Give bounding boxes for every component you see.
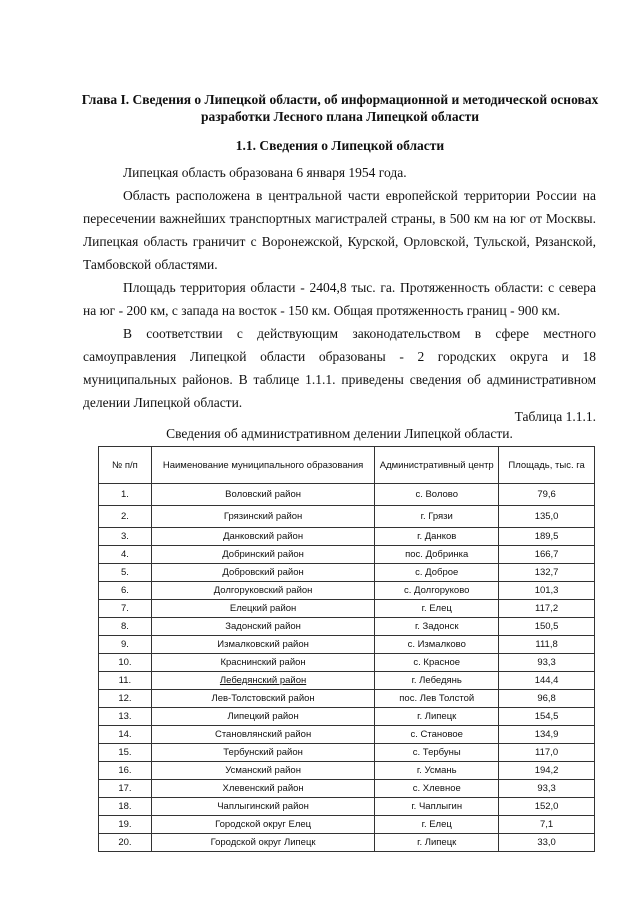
area-value: 135,0 [499, 506, 595, 528]
table-row [99, 762, 595, 780]
table-row [99, 798, 595, 816]
row-number: 20. [99, 834, 152, 852]
row-number: 15. [99, 744, 152, 762]
admin-center: с. Хлевное [375, 780, 499, 798]
admin-center: с. Измалково [375, 636, 499, 654]
table-row [99, 834, 595, 852]
admin-center: пос. Добринка [375, 546, 499, 564]
admin-center: с. Долгоруково [375, 582, 499, 600]
table-row [99, 654, 595, 672]
table-row [99, 484, 595, 506]
admin-center: г. Чаплыгин [375, 798, 499, 816]
municipality-name: Хлевенский район [151, 780, 374, 798]
paragraph: В соответствии с действующим законодательством в сфере местного самоуправления Липецкой области образованы - 2 городских округа и 18 муниципальных районов. В таблице 1.1.1. приведены сведения об административном делении Липецкой области. [83, 326, 596, 410]
paragraph: Область расположена в центральной части европейской территории России на пересечении важнейших транспортных магистралей страны, в 500 км на юг от Москвы. Липецкая область граничит с Воронежской, Курской, Орловской, Тульской, Рязанской, Тамбовской областями. [83, 188, 596, 272]
municipality-name: Краснинский район [151, 654, 374, 672]
area-value: 7,1 [499, 816, 595, 834]
admin-center: г. Задонск [375, 618, 499, 636]
area-value: 154,5 [499, 708, 595, 726]
row-number: 16. [99, 762, 152, 780]
municipality-name: Тербунский район [151, 744, 374, 762]
municipality-name: Задонский район [151, 618, 374, 636]
table-row [99, 780, 595, 798]
header-municipality: Наименование муниципального образования [151, 447, 374, 484]
area-value: 101,3 [499, 582, 595, 600]
municipality-name: Данковский район [151, 528, 374, 546]
admin-center: г. Лебедянь [375, 672, 499, 690]
area-value: 111,8 [499, 636, 595, 654]
row-number: 13. [99, 708, 152, 726]
municipality-name: Добринский район [151, 546, 374, 564]
area-value: 152,0 [499, 798, 595, 816]
admin-center: с. Красное [375, 654, 499, 672]
admin-center: г. Липецк [375, 834, 499, 852]
row-number: 1. [99, 484, 152, 506]
header-admin-center: Административный центр [375, 447, 499, 484]
admin-center: г. Данков [375, 528, 499, 546]
admin-center: с. Тербуны [375, 744, 499, 762]
row-number: 14. [99, 726, 152, 744]
header-area: Площадь, тыс. га [499, 447, 595, 484]
table-row [99, 690, 595, 708]
section-title: 1.1. Сведения о Липецкой области [235, 138, 445, 153]
row-number: 17. [99, 780, 152, 798]
row-number: 12. [99, 690, 152, 708]
municipality-name: Долгоруковский район [151, 582, 374, 600]
municipality-name: Лебедянский район [151, 672, 374, 690]
table-row [99, 618, 595, 636]
municipality-name: Воловский район [151, 484, 374, 506]
area-value: 134,9 [499, 726, 595, 744]
area-value: 189,5 [499, 528, 595, 546]
area-value: 33,0 [499, 834, 595, 852]
area-value: 150,5 [499, 618, 595, 636]
municipality-name: Измалковский район [151, 636, 374, 654]
table-body [99, 484, 595, 852]
row-number: 10. [99, 654, 152, 672]
row-number: 5. [99, 564, 152, 582]
area-value: 93,3 [499, 780, 595, 798]
row-number: 3. [99, 528, 152, 546]
admin-center: г. Липецк [375, 708, 499, 726]
table-caption [83, 408, 596, 442]
municipality-name: Лев-Толстовский район [151, 690, 374, 708]
area-value: 144,4 [499, 672, 595, 690]
table-row [99, 600, 595, 618]
table-title: Сведения об административном делении Липецкой области. [166, 426, 513, 441]
municipality-name: Елецкий район [151, 600, 374, 618]
admin-center: с. Становое [375, 726, 499, 744]
row-number: 6. [99, 582, 152, 600]
row-number: 19. [99, 816, 152, 834]
area-value: 132,7 [499, 564, 595, 582]
table-row [99, 708, 595, 726]
municipality-name: Чаплыгинский район [151, 798, 374, 816]
table-row [99, 672, 595, 690]
municipality-name: Городской округ Липецк [151, 834, 374, 852]
municipality-name: Добровский район [151, 564, 374, 582]
row-number: 9. [99, 636, 152, 654]
area-value: 117,0 [499, 744, 595, 762]
table-row [99, 726, 595, 744]
municipality-name: Становлянский район [151, 726, 374, 744]
area-value: 93,3 [499, 654, 595, 672]
table-number: Таблица 1.1.1. [514, 409, 596, 424]
row-number: 11. [99, 672, 152, 690]
table-row [99, 546, 595, 564]
admin-center: г. Елец [375, 816, 499, 834]
municipality-name: Липецкий район [151, 708, 374, 726]
admin-center: г. Грязи [375, 506, 499, 528]
admin-division-table [98, 446, 595, 852]
body-text [83, 161, 596, 414]
admin-center: г. Усмань [375, 762, 499, 780]
area-value: 96,8 [499, 690, 595, 708]
table-header-row [99, 447, 595, 484]
header-number: № п/п [99, 447, 152, 484]
admin-center: с. Доброе [375, 564, 499, 582]
municipality-name: Городской округ Елец [151, 816, 374, 834]
municipality-name: Грязинский район [151, 506, 374, 528]
table-row [99, 636, 595, 654]
table-row [99, 582, 595, 600]
paragraph: Липецкая область образована 6 января 1954 года. [123, 165, 407, 180]
row-number: 4. [99, 546, 152, 564]
table-row [99, 744, 595, 762]
area-value: 117,2 [499, 600, 595, 618]
row-number: 7. [99, 600, 152, 618]
area-value: 194,2 [499, 762, 595, 780]
table-row [99, 506, 595, 528]
row-number: 2. [99, 506, 152, 528]
row-number: 18. [99, 798, 152, 816]
table-row [99, 564, 595, 582]
table-row [99, 816, 595, 834]
admin-center: пос. Лев Толстой [375, 690, 499, 708]
area-value: 79,6 [499, 484, 595, 506]
area-value: 166,7 [499, 546, 595, 564]
admin-center: г. Елец [375, 600, 499, 618]
row-number: 8. [99, 618, 152, 636]
municipality-name: Усманский район [151, 762, 374, 780]
table-row [99, 528, 595, 546]
admin-center: с. Волово [375, 484, 499, 506]
paragraph: Площадь территория области - 2404,8 тыс. га. Протяженность области: с севера на юг - 200 км, с запада на восток - 150 км. Общая протяженность границ - 900 км. [83, 280, 596, 318]
chapter-title: Глава I. Сведения о Липецкой области, об информационной и методической основах разработки Лесного плана Липецкой области [81, 92, 599, 124]
